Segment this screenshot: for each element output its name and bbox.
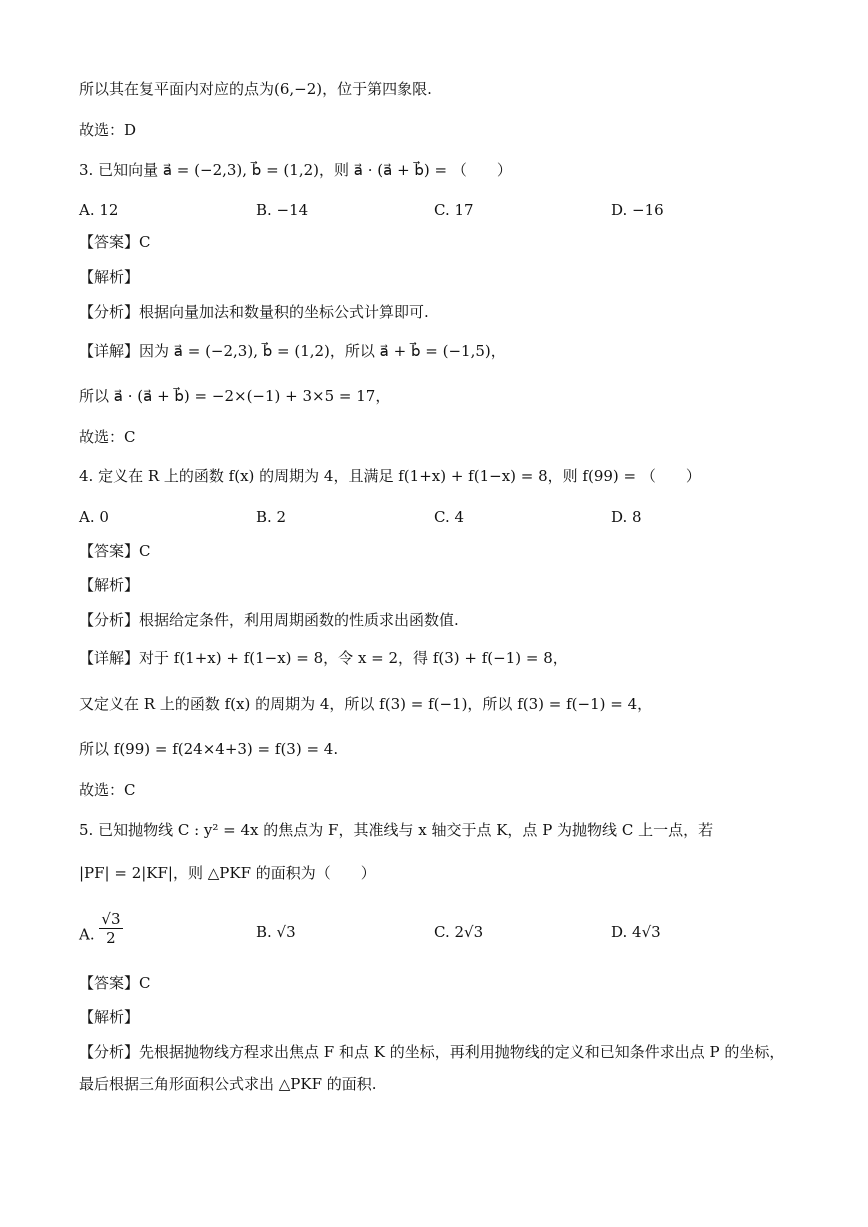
analysis-text: 【分析】根据给定条件，利用周期函数的性质求出函数值. [79, 611, 459, 629]
option-d: D. 4√3 [611, 923, 661, 941]
question-4: 4. 定义在 R 上的函数 f(x) 的周期为 4，且满足 f(1+x) + f(1−x) = 8，则 f(99) = （ ） [79, 467, 701, 485]
option-c: C. 4 [434, 508, 465, 526]
fraction-denominator: 2 [106, 929, 116, 947]
question-5-options [79, 912, 839, 958]
question-3: 3. 已知向量 a⃗ = (−2,3), b⃗ = (1,2)，则 a⃗ · (a⃗ + b⃗) = （ ） [79, 161, 512, 179]
option-b: B. 2 [256, 508, 287, 526]
answer-label: 【答案】C [79, 233, 151, 251]
option-a: A. 12 [79, 201, 119, 219]
option-c: C. 2√3 [434, 923, 484, 941]
detail-line: 所以 f(99) = f(24×4+3) = f(3) = 4. [79, 740, 339, 758]
analysis-text: 【分析】先根据抛物线方程求出焦点 F 和点 K 的坐标，再利用抛物线的定义和已知条件求出点 P 的坐标， [79, 1043, 785, 1061]
option-b: B. −14 [256, 201, 309, 219]
option-b: B. √3 [256, 923, 296, 941]
answer-label: 【答案】C [79, 542, 151, 560]
question-3-options [79, 200, 839, 220]
analysis-label: 【解析】 [79, 1008, 140, 1026]
analysis-text: 【分析】根据向量加法和数量积的坐标公式计算即可. [79, 303, 429, 321]
option-a [79, 910, 123, 947]
analysis-text-cont: 最后根据三角形面积公式求出 △PKF 的面积. [79, 1075, 377, 1093]
answer-choice-line: 故选：C [79, 428, 136, 446]
question-5-cont: |PF| = 2|KF|，则 △PKF 的面积为（ ） [79, 864, 376, 882]
option-c: C. 17 [434, 201, 474, 219]
option-a: A. 0 [79, 508, 109, 526]
option-d: D. 8 [611, 508, 642, 526]
detail-line: 又定义在 R 上的函数 f(x) 的周期为 4，所以 f(3) = f(−1)，所以 f(3) = f(−1) = 4， [79, 695, 653, 713]
option-a-fraction [99, 910, 122, 947]
answer-choice-line: 故选：D [79, 121, 137, 139]
text-line: 所以其在复平面内对应的点为(6,−2)，位于第四象限. [79, 80, 432, 98]
detail-line: 所以 a⃗ · (a⃗ + b⃗) = −2×(−1) + 3×5 = 17， [79, 387, 391, 405]
answer-choice-line: 故选：C [79, 781, 136, 799]
detail-line: 【详解】对于 f(1+x) + f(1−x) = 8，令 x = 2，得 f(3) + f(−1) = 8， [79, 649, 568, 667]
question-4-options [79, 507, 839, 527]
analysis-label: 【解析】 [79, 268, 140, 286]
option-a-label: A. [79, 925, 95, 944]
fraction-numerator: √3 [101, 910, 121, 928]
answer-label: 【答案】C [79, 974, 151, 992]
detail-line: 【详解】因为 a⃗ = (−2,3), b⃗ = (1,2)，所以 a⃗ + b⃗ = (−1,5)， [79, 342, 506, 360]
question-5: 5. 已知抛物线 C : y² = 4x 的焦点为 F，其准线与 x 轴交于点 K，点 P 为抛物线 C 上一点，若 [79, 821, 714, 839]
option-d: D. −16 [611, 201, 664, 219]
analysis-label: 【解析】 [79, 576, 140, 594]
